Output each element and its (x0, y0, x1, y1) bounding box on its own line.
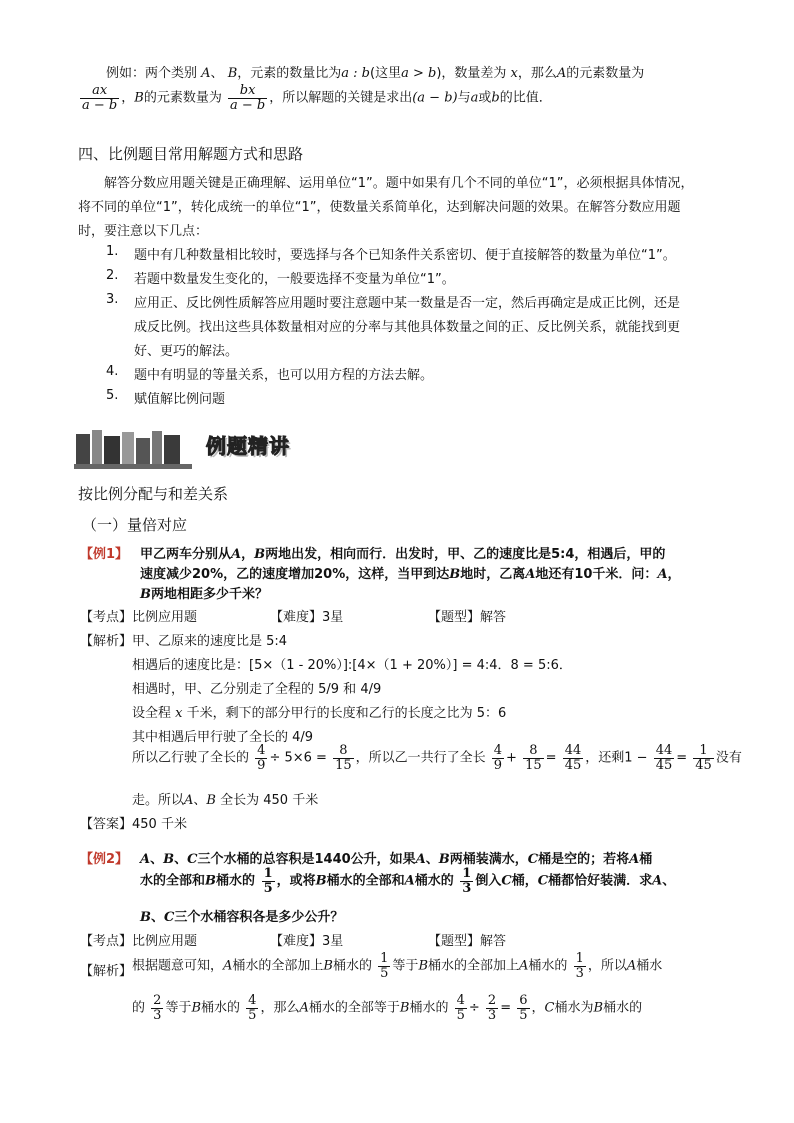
list-item-number: 5. (106, 388, 119, 403)
example-label: 【例1】 (80, 547, 129, 562)
var: a (470, 90, 479, 106)
meta-row: 【难度】3星 (270, 934, 344, 949)
text: ，元素的数量比为 (237, 66, 342, 81)
analysis-line: 相遇后的速度比是：[5×（1 - 20%）]:[4×（1 + 20%）] = 4:4．8 = 5:6． (132, 658, 572, 673)
var: b (491, 90, 500, 106)
books-banner-icon (74, 426, 192, 470)
example-label: 【例2】 (80, 852, 129, 867)
question-line: B、C三个水桶容积各是多少公升？ (140, 910, 344, 925)
meta-row: 【题型】解答 (428, 934, 507, 949)
question-line: 水的全部和B桶水的 $\frac{1}{5}$ ，或将B桶水的全部和A桶水的 $\frac{1}{3}$ 倒入C桶，C桶都恰好装满．求A、 (140, 866, 676, 896)
intro-line-2 (78, 84, 552, 112)
section-paragraph: 解答分数应用题关键是正确理解、运用单位“1”。题中如果有几个不同的单位“1”，必须根据具体情况， (104, 176, 694, 191)
list-item: 题中有几种数量相比较时，要选择与各个已知条件关系密切、便于直接解答的数量为单位“1”。 (134, 248, 676, 263)
meta-row: 【考点】比例应用题 (80, 934, 198, 949)
meta-row: 【题型】解答 (428, 610, 507, 625)
topic-heading: 按比例分配与和差关系 (78, 485, 229, 503)
list-item-number: 2. (106, 268, 119, 283)
text: 的元素数量为 (143, 90, 222, 106)
intro-line-1 (106, 62, 644, 81)
analysis-label: 【解析】 (80, 634, 133, 649)
var: A (201, 66, 211, 81)
math: a > b (401, 66, 437, 81)
list-item: 赋值解比例问题 (134, 392, 226, 407)
list-item: 题中有明显的等量关系，也可以用方程的方法去解。 (134, 368, 434, 383)
var: x (510, 66, 518, 81)
analysis-line: 其中相遇后甲行驶了全长的 4/9 (132, 730, 314, 745)
text: ，那么 (517, 66, 557, 81)
answer-row: 【答案】450 千米 (80, 817, 187, 832)
text: 与 (457, 90, 471, 106)
section-paragraph: 时，要注意以下几点： (78, 224, 209, 239)
analysis-line: 设全程 x 千米，剩下的部分甲行的长度和乙行的长度之比为 5：6 (132, 706, 507, 721)
fraction: $\frac{bx}{a - b}$ (229, 83, 266, 113)
list-item: 成反比例。找出这些具体数量相对应的分率与其他具体数量之间的正、反比例关系，就能找到更 (134, 320, 681, 335)
math: (a − b) (412, 90, 458, 106)
analysis-line: 相遇时，甲、乙分别走了全程的 5/9 和 4/9 (132, 682, 382, 697)
text: 、 (210, 66, 224, 81)
text: ，所以解题的关键是求出 (269, 90, 413, 106)
list-item-number: 3. (106, 292, 119, 307)
list-item: 应用正、反比例性质解答应用题时要注意题中某一数量是否一定，然后再确定是成正比例，还是 (134, 296, 681, 311)
banner-title: 例题精讲 (206, 434, 290, 458)
var: A (556, 66, 567, 81)
list-item: 若题中数量发生变化的，一般要选择不变量为单位“1”。 (134, 272, 455, 287)
question-line: A、B、C三个水桶的总容积是1440公升，如果A、B两桶装满水，C桶是空的；若将A桶 (140, 852, 653, 867)
text: 或 (478, 90, 492, 106)
text: 例如：两个类别 (106, 66, 198, 81)
text: (这里 (370, 66, 402, 81)
text: )，数量差为 (436, 66, 507, 81)
list-item-number: 1. (106, 244, 119, 259)
text: 的比值． (499, 90, 552, 106)
analysis-line: 的 $\frac{2}{3}$ 等于B桶水的 $\frac{4}{5}$ ，那么A桶水的全部等于B桶水的 $\frac{4}{5}$ ÷ $\frac{2}{3}$ = $\frac{6}{5}$ ，C桶水为B桶水的 (132, 993, 643, 1023)
analysis-line: 甲、乙原来的速度比是 5:4 (132, 634, 288, 649)
analysis-line: 根据题意可知，A桶水的全部加上B桶水的 $\frac{1}{5}$ 等于B桶水的全部加上A桶水的 $\frac{1}{3}$ ，所以A桶水 (132, 951, 663, 981)
list-item-number: 4. (106, 364, 119, 379)
math: a : b (341, 66, 370, 81)
analysis-line: 所以乙行驶了全长的 $\frac{4}{9}$ ÷ 5×6 = $\frac{8}{15}$ ，所以乙一共行了全长 $\frac{4}{9}$ + $\frac{8}{15}$ = $\frac{44}{45}$ ，还剩1 − $\frac{44}{45}$ = $\frac{1}{45}$ 没有 (132, 743, 742, 773)
var: B (227, 66, 238, 81)
fraction: $\frac{ax}{a - b}$ (82, 83, 118, 113)
analysis-label: 【解析】 (80, 964, 133, 979)
list-item: 好、更巧的解法。 (134, 344, 239, 359)
analysis-line: 走。所以A、B 全长为 450 千米 (132, 793, 319, 808)
section-paragraph: 将不同的单位“1”，转化成统一的单位“1”，使数量关系简单化，达到解决问题的效果。在解答分数应用题 (78, 200, 681, 215)
question-line: B两地相距多少千米？ (140, 587, 269, 602)
subtopic-heading: （一）量倍对应 (82, 516, 188, 534)
section-heading: 四、比例题目常用解题方式和思路 (78, 145, 304, 163)
text: ， (121, 90, 135, 106)
var: B (134, 90, 144, 106)
question-line: 速度减少20%，乙的速度增加20%，这样，当甲到达B地时，乙离A地还有10千米．问：A， (140, 567, 681, 582)
question-line: 甲乙两车分别从A，B两地出发，相向而行．出发时，甲、乙的速度比是5:4，相遇后，甲的 (140, 547, 666, 562)
text: 的元素数量为 (566, 66, 645, 81)
meta-row: 【难度】3星 (270, 610, 344, 625)
meta-row: 【考点】比例应用题 (80, 610, 198, 625)
